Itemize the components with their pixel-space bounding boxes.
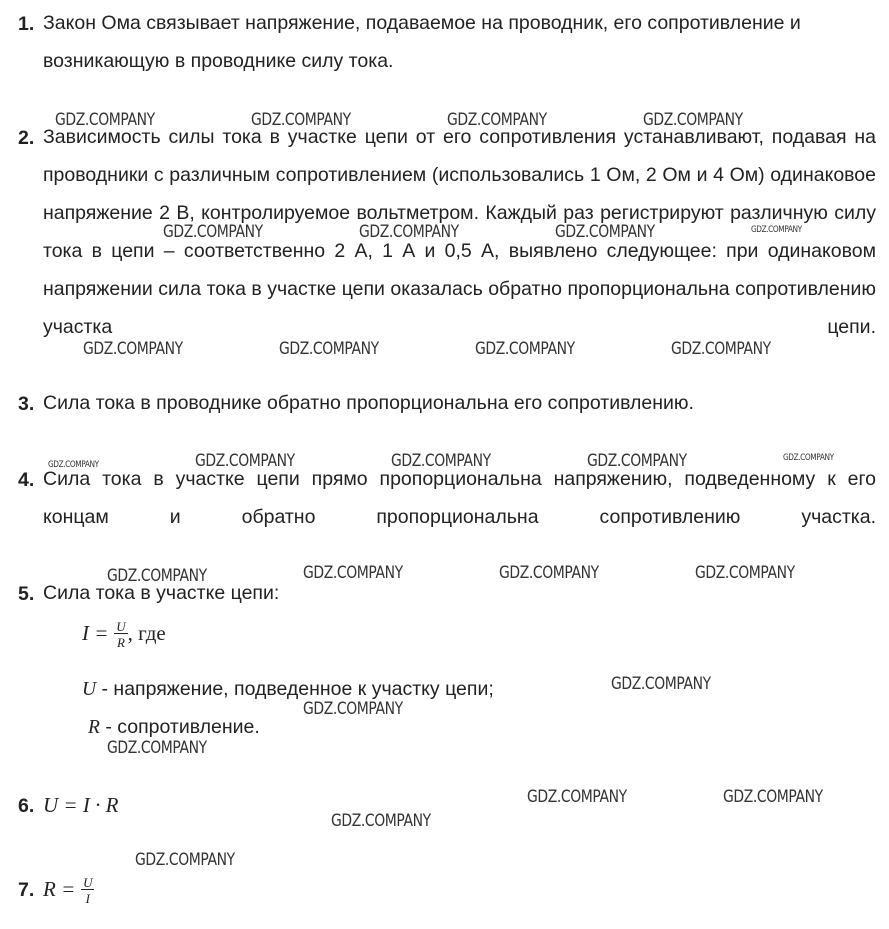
def-symbol: R bbox=[88, 717, 100, 738]
def-symbol: U bbox=[82, 679, 97, 700]
def-text: - сопротивление. bbox=[99, 716, 260, 738]
item-text: Закон Ома связывает напряжение, подаваемое на проводник, его сопротивление и возникающую в проводнике силу тока. bbox=[43, 12, 801, 72]
watermark: GDZ.COMPANY bbox=[107, 566, 207, 586]
watermark: GDZ.COMPANY bbox=[251, 110, 351, 130]
watermark: GDZ.COMPANY bbox=[48, 460, 99, 470]
watermark: GDZ.COMPANY bbox=[611, 674, 711, 694]
item-4 bbox=[18, 460, 876, 536]
watermark: GDZ.COMPANY bbox=[303, 699, 403, 719]
definition-u bbox=[82, 678, 494, 701]
watermark: GDZ.COMPANY bbox=[447, 110, 547, 130]
watermark: GDZ.COMPANY bbox=[555, 222, 655, 242]
item-text: Зависимость силы тока в участке цепи от его сопротивления устанавливают, подавая на проводники с различным сопротивлением (использовались 1 Ом, 2 Ом и 4 Ом) одинаковое напряжение 2 В, контролируемое вольтметром. Каждый раз регистрируют различную силу тока в цепи – соответственно 2 А, 1 А и 0,5 А, выявлено следующее: при одинаковом напряжении сила тока в участке цепи оказалась обратно пропорциональна сопротивлению участка цепи. bbox=[43, 126, 876, 338]
watermark: GDZ.COMPANY bbox=[135, 850, 235, 870]
watermark: GDZ.COMPANY bbox=[359, 222, 459, 242]
watermark: GDZ.COMPANY bbox=[195, 451, 295, 471]
watermark: GDZ.COMPANY bbox=[643, 110, 743, 130]
item-number: 1. bbox=[18, 13, 35, 35]
definition-r bbox=[88, 716, 260, 739]
watermark: GDZ.COMPANY bbox=[331, 811, 431, 831]
fraction-numerator: U bbox=[116, 619, 126, 634]
watermark: GDZ.COMPANY bbox=[303, 563, 403, 583]
watermark: GDZ.COMPANY bbox=[671, 339, 771, 359]
watermark: GDZ.COMPANY bbox=[107, 738, 207, 758]
watermark: GDZ.COMPANY bbox=[279, 339, 379, 359]
watermark: GDZ.COMPANY bbox=[391, 451, 491, 471]
formula-fraction bbox=[81, 876, 94, 905]
formula-fraction bbox=[114, 620, 127, 649]
fraction-denominator: R bbox=[116, 635, 125, 650]
formula: U = I · R bbox=[43, 793, 119, 817]
watermark: GDZ.COMPANY bbox=[587, 451, 687, 471]
item-text: Сила тока в участке цепи: bbox=[43, 582, 280, 604]
formula-suffix: , где bbox=[127, 621, 166, 646]
watermark: GDZ.COMPANY bbox=[783, 453, 834, 463]
fraction-numerator: U bbox=[83, 874, 93, 890]
item-number: 2. bbox=[18, 127, 35, 149]
item-7 bbox=[18, 870, 876, 909]
formula-lhs: I = bbox=[82, 621, 109, 646]
watermark: GDZ.COMPANY bbox=[499, 563, 599, 583]
watermark: GDZ.COMPANY bbox=[527, 787, 627, 807]
ohm-law-formula bbox=[82, 620, 166, 649]
resistance-formula bbox=[43, 870, 876, 909]
item-text: Сила тока в участке цепи прямо пропорциональна напряжению, подведенному к его концам и обратно пропорциональна сопротивлению участка. bbox=[43, 468, 876, 528]
item-number: 7. bbox=[18, 879, 35, 901]
watermark: GDZ.COMPANY bbox=[695, 563, 795, 583]
watermark: GDZ.COMPANY bbox=[751, 225, 802, 235]
watermark: GDZ.COMPANY bbox=[475, 339, 575, 359]
def-text: - напряжение, подведенное к участку цепи; bbox=[96, 678, 494, 700]
watermark: GDZ.COMPANY bbox=[723, 787, 823, 807]
watermark: GDZ.COMPANY bbox=[83, 339, 183, 359]
item-number: 4. bbox=[18, 469, 35, 491]
watermark: GDZ.COMPANY bbox=[163, 222, 263, 242]
item-number: 5. bbox=[18, 583, 35, 605]
item-3 bbox=[18, 384, 876, 422]
fraction-denominator: I bbox=[85, 890, 90, 906]
item-1 bbox=[18, 4, 876, 80]
item-number: 3. bbox=[18, 393, 35, 415]
formula-lhs: R = bbox=[43, 877, 76, 901]
watermark: GDZ.COMPANY bbox=[55, 110, 155, 130]
item-text: Сила тока в проводнике обратно пропорциональна его сопротивлению. bbox=[43, 392, 694, 414]
item-number: 6. bbox=[18, 795, 35, 817]
